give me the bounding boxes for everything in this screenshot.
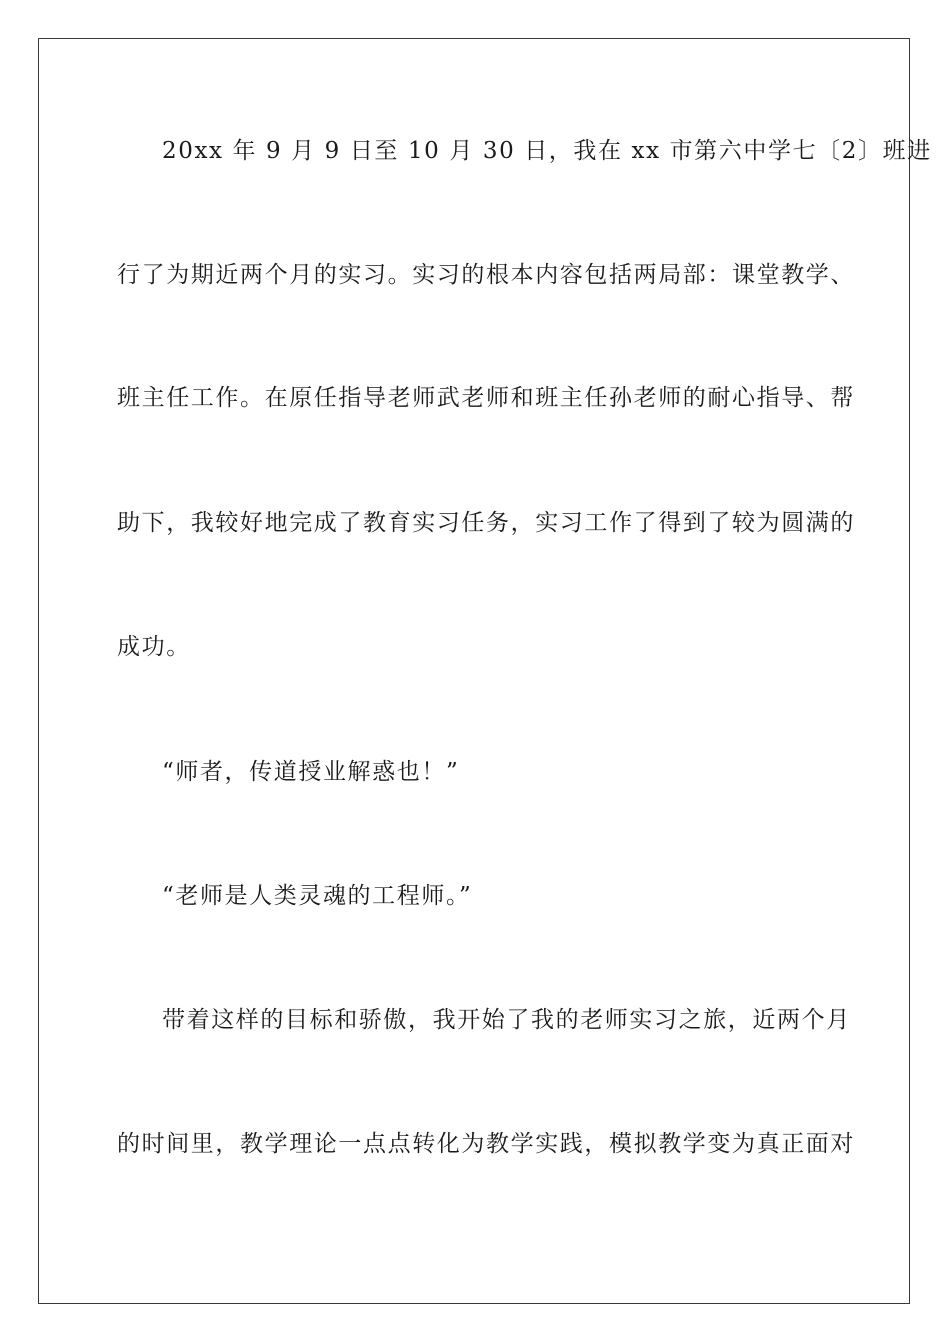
page-border [38, 38, 932, 1304]
paragraph-2-line-2: 的时间里，教学理论一点点转化为教学实践，模拟教学变为真正面对 [117, 1131, 855, 1157]
paragraph-1-line-3: 班主任工作。在原任指导老师武老师和班主任孙老师的耐心指导、帮 [117, 385, 855, 411]
paragraph-1-line-5: 成功。 [117, 634, 191, 660]
paragraph-1-line-4: 助下，我较好地完成了教育实习任务，实习工作了得到了较为圆满的 [117, 510, 855, 536]
paragraph-2-line-1: 带着这样的目标和骄傲，我开始了我的老师实习之旅，近两个月 [162, 1007, 851, 1033]
quote-1: “师者，传道授业解惑也！” [162, 759, 460, 785]
quote-2: “老师是人类灵魂的工程师。” [162, 883, 473, 909]
paragraph-1-line-2: 行了为期近两个月的实习。实习的根本内容包括两局部：课堂教学、 [117, 262, 855, 288]
paragraph-1-line-1: 20xx 年 9 月 9 日至 10 月 30 日，我在 xx 市第六中学七〔2〕班进 [162, 138, 932, 164]
